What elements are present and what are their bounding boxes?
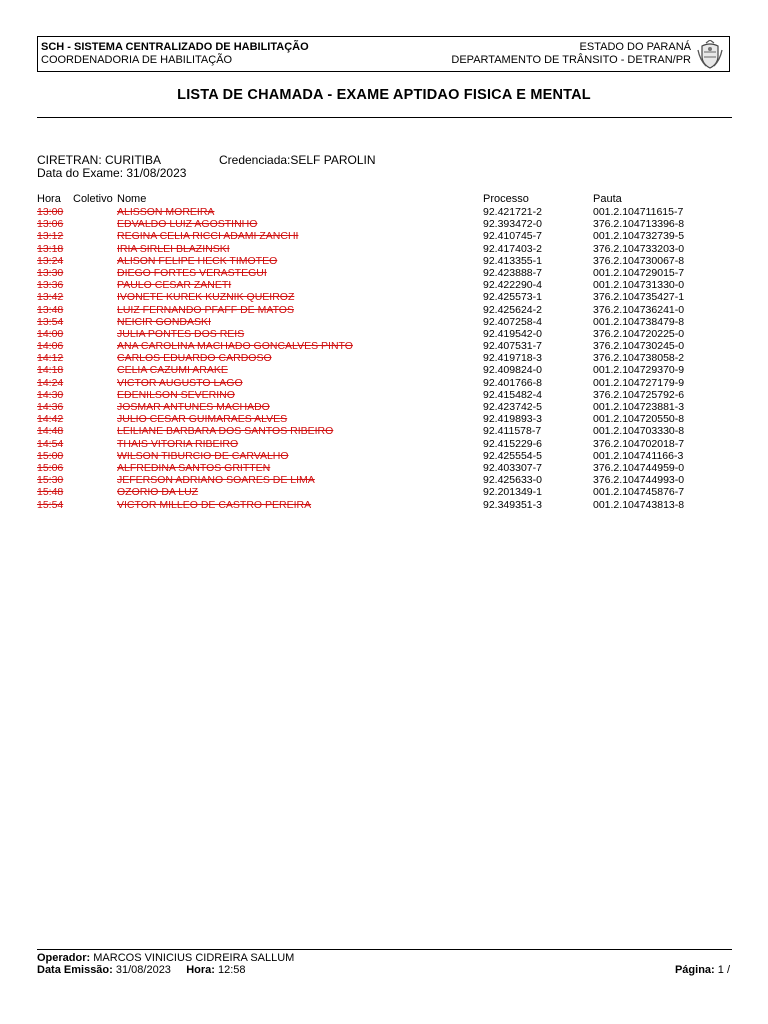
row-nome: IRIA SIRLEI BLAZINSKI	[117, 242, 230, 255]
row-nome: ALISON FELIPE HECK TIMOTEO	[117, 254, 278, 267]
row-pauta: 001.2.104703330-8	[593, 425, 685, 438]
row-pauta: 001.2.104743813-8	[593, 498, 685, 511]
row-hora: 13:18	[37, 242, 64, 255]
row-pauta: 001.2.104745876-7	[593, 486, 685, 499]
row-processo: 92.410745-7	[483, 230, 542, 243]
row-nome: ALFREDINA SANTOS GRITTEN	[117, 461, 271, 474]
page-label: Página:	[674, 964, 715, 976]
table-row	[0, 389, 768, 401]
row-nome: ANA CAROLINA MACHADO GONCALVES PINTO	[117, 340, 353, 353]
table-row	[0, 474, 768, 486]
emission-time: 12:58	[218, 964, 246, 976]
row-pauta: 001.2.104741166-3	[593, 449, 684, 462]
row-processo: 92.403307-7	[483, 461, 542, 474]
row-processo: 92.419542-0	[483, 327, 542, 340]
row-processo: 92.201349-1	[483, 486, 542, 499]
row-nome: OZORIO DA LUZ	[117, 486, 199, 499]
row-nome: JOSMAR ANTUNES MACHADO	[117, 401, 270, 413]
row-processo: 92.425633-0	[483, 474, 542, 487]
row-nome: THAIS VITORIA RIBEIRO	[117, 437, 239, 450]
row-processo: 92.413355-1	[483, 254, 542, 267]
row-hora: 13:30	[37, 266, 64, 279]
row-nome: DIEGO FORTES VERASTEGUI	[117, 266, 267, 279]
row-nome: CARLOS EDUARDO CARDOSO	[117, 352, 272, 365]
row-nome: CELIA CAZUMI ARAKE	[117, 364, 228, 377]
row-hora: 15:00	[37, 449, 64, 462]
row-hora: 13:12	[37, 230, 64, 243]
row-pauta: 001.2.104711615-7	[593, 206, 684, 218]
row-hora: 14:54	[37, 437, 64, 450]
row-nome: JULIO CESAR GUIMARAES ALVES	[117, 413, 288, 426]
row-processo: 92.401766-8	[483, 376, 542, 389]
emission-date: 31/08/2023	[115, 964, 171, 976]
row-pauta: 376.2.104736241-0	[593, 303, 685, 316]
operator-name: MARCOS VINICIUS CIDREIRA SALLUM	[93, 952, 295, 964]
row-nome: LEILIANE BARBARA DOS SANTOS RIBEIRO	[117, 425, 334, 438]
coordination-name: COORDENADORIA DE HABILITAÇÃO	[41, 54, 233, 66]
table-row	[0, 425, 768, 437]
column-header-nome: Nome	[117, 193, 147, 205]
row-hora: 15:30	[37, 474, 64, 487]
title-divider	[37, 117, 732, 118]
column-header-hora: Hora	[37, 193, 61, 205]
table-row	[0, 438, 768, 450]
row-pauta: 001.2.104738479-8	[593, 315, 685, 328]
row-pauta: 001.2.104729370-9	[593, 364, 685, 377]
row-pauta: 376.2.104744959-0	[593, 461, 685, 474]
row-hora: 14:06	[37, 340, 64, 353]
row-processo: 92.407531-7	[483, 340, 542, 353]
row-processo: 92.421721-2	[483, 206, 542, 218]
row-processo: 92.393472-0	[483, 218, 542, 231]
row-hora: 13:54	[37, 315, 64, 328]
row-processo: 92.415229-6	[483, 437, 542, 450]
state-name: ESTADO DO PARANÁ	[579, 41, 691, 53]
row-nome: EDVALDO LUIZ AGOSTINHO	[117, 218, 258, 231]
row-nome: IVONETE KUREK KUZNIK QUEIROZ	[117, 291, 295, 304]
row-processo: 92.417403-2	[483, 242, 542, 255]
table-row	[0, 486, 768, 498]
row-pauta: 001.2.104723881-3	[593, 401, 685, 413]
footer-divider	[37, 949, 732, 950]
row-hora: 13:00	[37, 206, 64, 218]
table-row	[0, 230, 768, 242]
emission-time-label: Hora:	[186, 964, 215, 976]
row-pauta: 376.2.104735427-1	[593, 291, 685, 304]
row-pauta: 376.2.104702018-7	[593, 437, 685, 450]
row-nome: JEFERSON ADRIANO SOARES DE LIMA	[117, 474, 315, 487]
table-row	[0, 243, 768, 255]
header-left	[41, 41, 309, 67]
ciretran-label: CIRETRAN: CURITIBA	[37, 153, 162, 167]
row-hora: 14:30	[37, 388, 64, 401]
row-hora: 14:36	[37, 401, 64, 413]
table-row	[0, 279, 768, 291]
row-nome: WILSON TIBURCIO DE CARVALHO	[117, 449, 289, 462]
row-processo: 92.425554-5	[483, 449, 542, 462]
parana-coat-of-arms-icon	[696, 40, 724, 70]
row-nome: EDENILSON SEVERINO	[117, 388, 235, 401]
row-processo: 92.422290-4	[483, 279, 542, 292]
row-hora: 14:24	[37, 376, 64, 389]
table-row	[0, 267, 768, 279]
table-row	[0, 499, 768, 511]
row-hora: 14:18	[37, 364, 64, 377]
header-box	[37, 36, 730, 72]
row-pauta: 376.2.104730245-0	[593, 340, 685, 353]
row-pauta: 376.2.104738058-2	[593, 352, 685, 365]
table-row	[0, 462, 768, 474]
row-hora: 13:06	[37, 218, 64, 231]
table-row	[0, 413, 768, 425]
row-nome: PAULO CESAR ZANETI	[117, 279, 232, 292]
row-nome: VICTOR MILLEO DE CASTRO PEREIRA	[117, 498, 312, 511]
table-row	[0, 340, 768, 352]
row-pauta: 376.2.104713396-8	[593, 218, 685, 231]
table-row	[0, 364, 768, 376]
department-name: DEPARTAMENTO DE TRÂNSITO - DETRAN/PR	[451, 54, 691, 66]
row-pauta: 376.2.104733203-0	[593, 242, 685, 255]
row-nome: VICTOR AUGUSTO LAGO	[117, 376, 243, 389]
row-pauta: 376.2.104744993-0	[593, 474, 685, 487]
table-row	[0, 377, 768, 389]
row-pauta: 001.2.104732739-5	[593, 230, 685, 243]
row-pauta: 376.2.104720225-0	[593, 327, 685, 340]
table-row	[0, 316, 768, 328]
row-nome: LUIZ FERNANDO PFAFF DE MATOS	[117, 303, 294, 316]
row-processo: 92.423888-7	[483, 266, 542, 279]
row-nome: JULIA PONTES DOS REIS	[117, 327, 245, 340]
row-processo: 92.423742-5	[483, 401, 542, 413]
system-name: SCH - SISTEMA CENTRALIZADO DE HABILITAÇÃO	[41, 41, 309, 53]
row-hora: 14:48	[37, 425, 64, 438]
document-title: LISTA DE CHAMADA - EXAME APTIDAO FISICA E MENTAL	[177, 87, 591, 103]
row-pauta: 376.2.104725792-6	[593, 388, 685, 401]
column-header-coletivo: Coletivo	[73, 193, 113, 205]
row-pauta: 376.2.104730067-8	[593, 254, 685, 267]
header-right	[451, 41, 691, 67]
row-hora: 15:06	[37, 461, 64, 474]
exam-date-label: Data do Exame: 31/08/2023	[37, 166, 187, 180]
table-row	[0, 304, 768, 316]
row-nome: ALISSON MOREIRA	[117, 206, 215, 218]
row-processo: 92.419893-3	[483, 413, 542, 426]
row-hora: 13:42	[37, 291, 64, 304]
table-row	[0, 218, 768, 230]
row-processo: 92.411578-7	[483, 425, 542, 438]
row-hora: 13:36	[37, 279, 64, 292]
row-hora: 13:24	[37, 254, 64, 267]
table-row	[0, 328, 768, 340]
row-hora: 13:48	[37, 303, 64, 316]
row-processo: 92.425573-1	[483, 291, 542, 304]
row-pauta: 001.2.104720550-8	[593, 413, 685, 426]
row-processo: 92.425624-2	[483, 303, 542, 316]
credenciada-label: Credenciada:SELF PAROLIN	[219, 153, 376, 167]
row-processo: 92.349351-3	[483, 498, 542, 511]
row-processo: 92.409824-0	[483, 364, 542, 377]
row-nome: REGINA CELIA RICCI ADAMI ZANCHI	[117, 230, 299, 243]
row-pauta: 001.2.104731330-0	[593, 279, 685, 292]
row-hora: 15:48	[37, 486, 64, 499]
table-row	[0, 255, 768, 267]
row-hora: 14:12	[37, 352, 64, 365]
row-pauta: 001.2.104727179-9	[593, 376, 685, 389]
emission-line	[37, 964, 246, 977]
table-row	[0, 206, 768, 218]
row-processo: 92.419718-3	[483, 352, 542, 365]
emission-date-label: Data Emissão:	[37, 964, 113, 976]
column-header-processo: Processo	[483, 193, 529, 205]
table-row	[0, 401, 768, 413]
row-hora: 14:42	[37, 413, 64, 426]
table-row	[0, 291, 768, 303]
row-processo: 92.407258-4	[483, 315, 542, 328]
row-hora: 14:00	[37, 327, 64, 340]
attendance-list	[0, 206, 768, 511]
table-row	[0, 450, 768, 462]
column-header-pauta: Pauta	[593, 193, 622, 205]
table-row	[0, 352, 768, 364]
row-processo: 92.415482-4	[483, 388, 542, 401]
page-number: 1 /	[717, 964, 730, 976]
row-nome: NEICIR GONDASKI	[117, 315, 211, 328]
row-hora: 15:54	[37, 498, 64, 511]
row-pauta: 001.2.104729015-7	[593, 266, 685, 279]
page-number-line	[675, 964, 730, 977]
operator-label: Operador:	[37, 952, 91, 964]
